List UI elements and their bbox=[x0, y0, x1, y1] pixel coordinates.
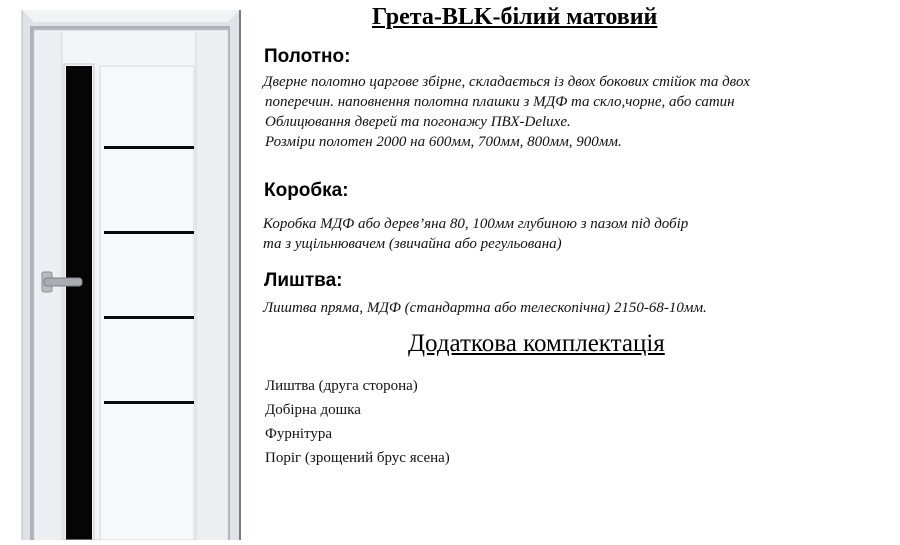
list-item: Поріг (зрощений брус ясена) bbox=[265, 450, 450, 466]
text-line: Дверне полотно царгове збірне, складається із двох бокових стійок та двох bbox=[263, 74, 750, 90]
product-title: Грета-BLK-білий матовий bbox=[372, 4, 658, 30]
section-heading-korobka: Коробка: bbox=[264, 180, 349, 201]
black-strip bbox=[104, 231, 194, 234]
section-heading-polotno: Полотно: bbox=[264, 46, 351, 67]
black-strip bbox=[104, 316, 194, 319]
door-illustration bbox=[0, 0, 250, 540]
section-text-polotno bbox=[263, 72, 750, 152]
text-line: та з ущільнювачем (звичайна або регульована) bbox=[263, 236, 562, 252]
list-item: Фурнітура bbox=[265, 426, 333, 442]
text-line: Розміри полотен 2000 на 600мм, 700мм, 800мм, 900мм. bbox=[265, 134, 622, 150]
text-line: Коробка МДФ або дерев’яна 80, 100мм глубиною з пазом під добір bbox=[263, 216, 689, 232]
black-strip bbox=[104, 146, 194, 149]
list-item: Добірна дошка bbox=[265, 402, 361, 418]
door-panels bbox=[100, 66, 194, 540]
section-text-korobka bbox=[263, 214, 688, 254]
extra-section-title: Додаткова комплектація bbox=[408, 330, 665, 357]
list-item: Лиштва (друга сторона) bbox=[265, 378, 418, 394]
text-line: Облицювання дверей та погонажу ПВХ-Deluxe. bbox=[265, 114, 571, 130]
door-image bbox=[0, 0, 250, 540]
black-strip bbox=[104, 401, 194, 404]
black-glass-insert bbox=[66, 66, 92, 540]
text-line: поперечин. наповнення полотна плашки з МДФ та скло,чорне, або сатин bbox=[265, 94, 735, 110]
section-heading-lyshtva: Лиштва: bbox=[264, 270, 343, 291]
extra-items-list bbox=[265, 374, 450, 470]
section-text-lyshtva bbox=[263, 298, 707, 318]
text-line: Лиштва пряма, МДФ (стандартна або телескопічна) 2150-68-10мм. bbox=[263, 300, 707, 316]
